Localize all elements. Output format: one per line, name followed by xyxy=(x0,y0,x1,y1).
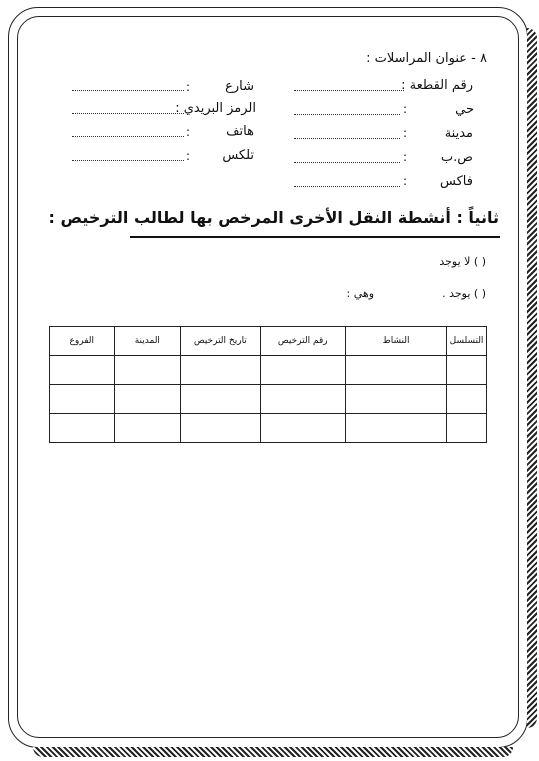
field-plot-number-line[interactable] xyxy=(294,90,404,91)
field-city-line[interactable] xyxy=(294,138,400,139)
option-exists[interactable]: ( ) يوجد . xyxy=(442,287,486,300)
table-cell[interactable] xyxy=(345,356,446,385)
table-cell[interactable] xyxy=(50,385,115,414)
table-cell[interactable] xyxy=(260,414,345,443)
header-license-number: رقم الترخيص xyxy=(260,327,345,356)
table-header-row xyxy=(50,327,487,356)
colon-street: : xyxy=(186,80,191,94)
section2-heading-underline xyxy=(130,236,500,238)
colon-fax: : xyxy=(403,174,408,188)
section8-title: ٨ - عنوان المراسلات : xyxy=(366,51,487,66)
table-row xyxy=(50,356,487,385)
field-street-line[interactable] xyxy=(72,90,184,91)
label-postal-code: الرمز البريدي : xyxy=(175,101,256,116)
table-cell[interactable] xyxy=(114,385,181,414)
table-cell[interactable] xyxy=(447,385,487,414)
label-fax: فاكس xyxy=(440,174,473,189)
table-row xyxy=(50,385,487,414)
header-branches: الفروع xyxy=(50,327,115,356)
label-district: حي xyxy=(455,102,474,117)
table-cell[interactable] xyxy=(50,414,115,443)
field-fax-line[interactable] xyxy=(294,186,400,187)
section2-heading: ثانياً : أنشطة النقل الأخرى المرخص بها لطالب الترخيص : xyxy=(48,208,499,227)
table-cell[interactable] xyxy=(114,356,181,385)
colon-po-box: : xyxy=(403,150,408,164)
colon-phone: : xyxy=(186,125,191,139)
label-city: مدينة xyxy=(444,126,473,141)
label-telex: تلكس xyxy=(222,148,254,163)
header-activity: النشاط xyxy=(345,327,446,356)
table-cell[interactable] xyxy=(181,414,260,443)
activities-table xyxy=(49,326,487,443)
table-cell[interactable] xyxy=(114,414,181,443)
field-district-line[interactable] xyxy=(294,114,400,115)
table-cell[interactable] xyxy=(260,385,345,414)
field-telex-line[interactable] xyxy=(72,160,184,161)
header-city: المدينة xyxy=(114,327,181,356)
table-row xyxy=(50,414,487,443)
table-cell[interactable] xyxy=(345,385,446,414)
header-license-date: تاريخ الترخيص xyxy=(181,327,260,356)
frame-shadow-bottom xyxy=(33,747,513,757)
label-street: شارع xyxy=(225,79,254,94)
table-cell[interactable] xyxy=(50,356,115,385)
table-cell[interactable] xyxy=(181,356,260,385)
option-none[interactable]: ( ) لا يوجد xyxy=(439,255,486,268)
header-sequence: التسلسل xyxy=(447,327,487,356)
colon-telex: : xyxy=(186,149,191,163)
field-phone-line[interactable] xyxy=(72,136,184,137)
table-cell[interactable] xyxy=(447,414,487,443)
table-cell[interactable] xyxy=(345,414,446,443)
colon-city: : xyxy=(403,126,408,140)
label-phone: هاتف xyxy=(226,124,254,139)
field-postal-code-line[interactable] xyxy=(72,113,184,114)
table-cell[interactable] xyxy=(181,385,260,414)
colon-district: : xyxy=(403,102,408,116)
label-po-box: ص.ب xyxy=(440,150,473,165)
field-po-box-line[interactable] xyxy=(294,162,400,163)
option-which-label: وهي : xyxy=(346,287,374,300)
table-cell[interactable] xyxy=(447,356,487,385)
label-plot-number: رقم القطعة : xyxy=(401,78,473,93)
table-cell[interactable] xyxy=(260,356,345,385)
frame-shadow-right xyxy=(527,28,537,728)
